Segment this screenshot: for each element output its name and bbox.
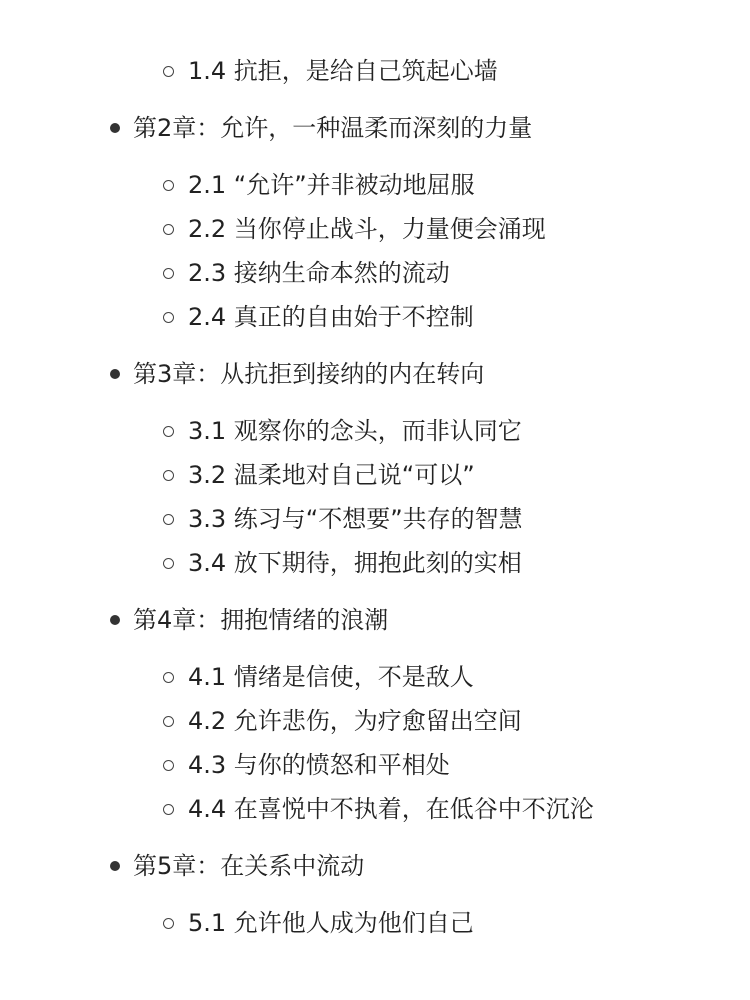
toc-item-label: 第5章：在关系中流动 [133, 852, 365, 880]
hollow-bullet-icon [163, 180, 174, 191]
filled-bullet-icon [110, 123, 120, 133]
hollow-bullet-icon [163, 716, 174, 727]
toc-item-label: 第4章：拥抱情绪的浪潮 [133, 606, 389, 634]
toc-item-label: 2.3 接纳生命本然的流动 [188, 259, 450, 287]
toc-item-label: 4.4 在喜悦中不执着，在低谷中不沉沦 [188, 795, 594, 823]
hollow-bullet-icon [163, 918, 174, 929]
hollow-bullet-icon [163, 804, 174, 815]
toc-item-label: 2.1 “允许”并非被动地屈服 [188, 171, 475, 199]
hollow-bullet-icon [163, 760, 174, 771]
toc-item-label: 3.2 温柔地对自己说“可以” [188, 461, 475, 489]
toc-item-label: 第3章：从抗拒到接纳的内在转向 [133, 360, 485, 388]
hollow-bullet-icon [163, 672, 174, 683]
toc-item-label: 4.3 与你的愤怒和平相处 [188, 751, 450, 779]
toc-item-label: 4.2 允许悲伤，为疗愈留出空间 [188, 707, 522, 735]
hollow-bullet-icon [163, 312, 174, 323]
toc-item-label: 5.1 允许他人成为他们自己 [188, 909, 474, 937]
toc-item-label: 2.4 真正的自由始于不控制 [188, 303, 474, 331]
filled-bullet-icon [110, 861, 120, 871]
hollow-bullet-icon [163, 514, 174, 525]
hollow-bullet-icon [163, 224, 174, 235]
toc-item-label: 3.1 观察你的念头，而非认同它 [188, 417, 522, 445]
toc-item-label: 1.4 抗拒，是给自己筑起心墙 [188, 57, 498, 85]
hollow-bullet-icon [163, 426, 174, 437]
filled-bullet-icon [110, 615, 120, 625]
hollow-bullet-icon [163, 470, 174, 481]
toc-item-label: 2.2 当你停止战斗，力量便会涌现 [188, 215, 546, 243]
toc-item-label: 4.1 情绪是信使，不是敌人 [188, 663, 474, 691]
hollow-bullet-icon [163, 66, 174, 77]
toc-item-label: 3.3 练习与“不想要”共存的智慧 [188, 505, 523, 533]
filled-bullet-icon [110, 369, 120, 379]
hollow-bullet-icon [163, 558, 174, 569]
toc-item-label: 第2章：允许，一种温柔而深刻的力量 [133, 114, 533, 142]
hollow-bullet-icon [163, 268, 174, 279]
toc-item-label: 3.4 放下期待，拥抱此刻的实相 [188, 549, 522, 577]
